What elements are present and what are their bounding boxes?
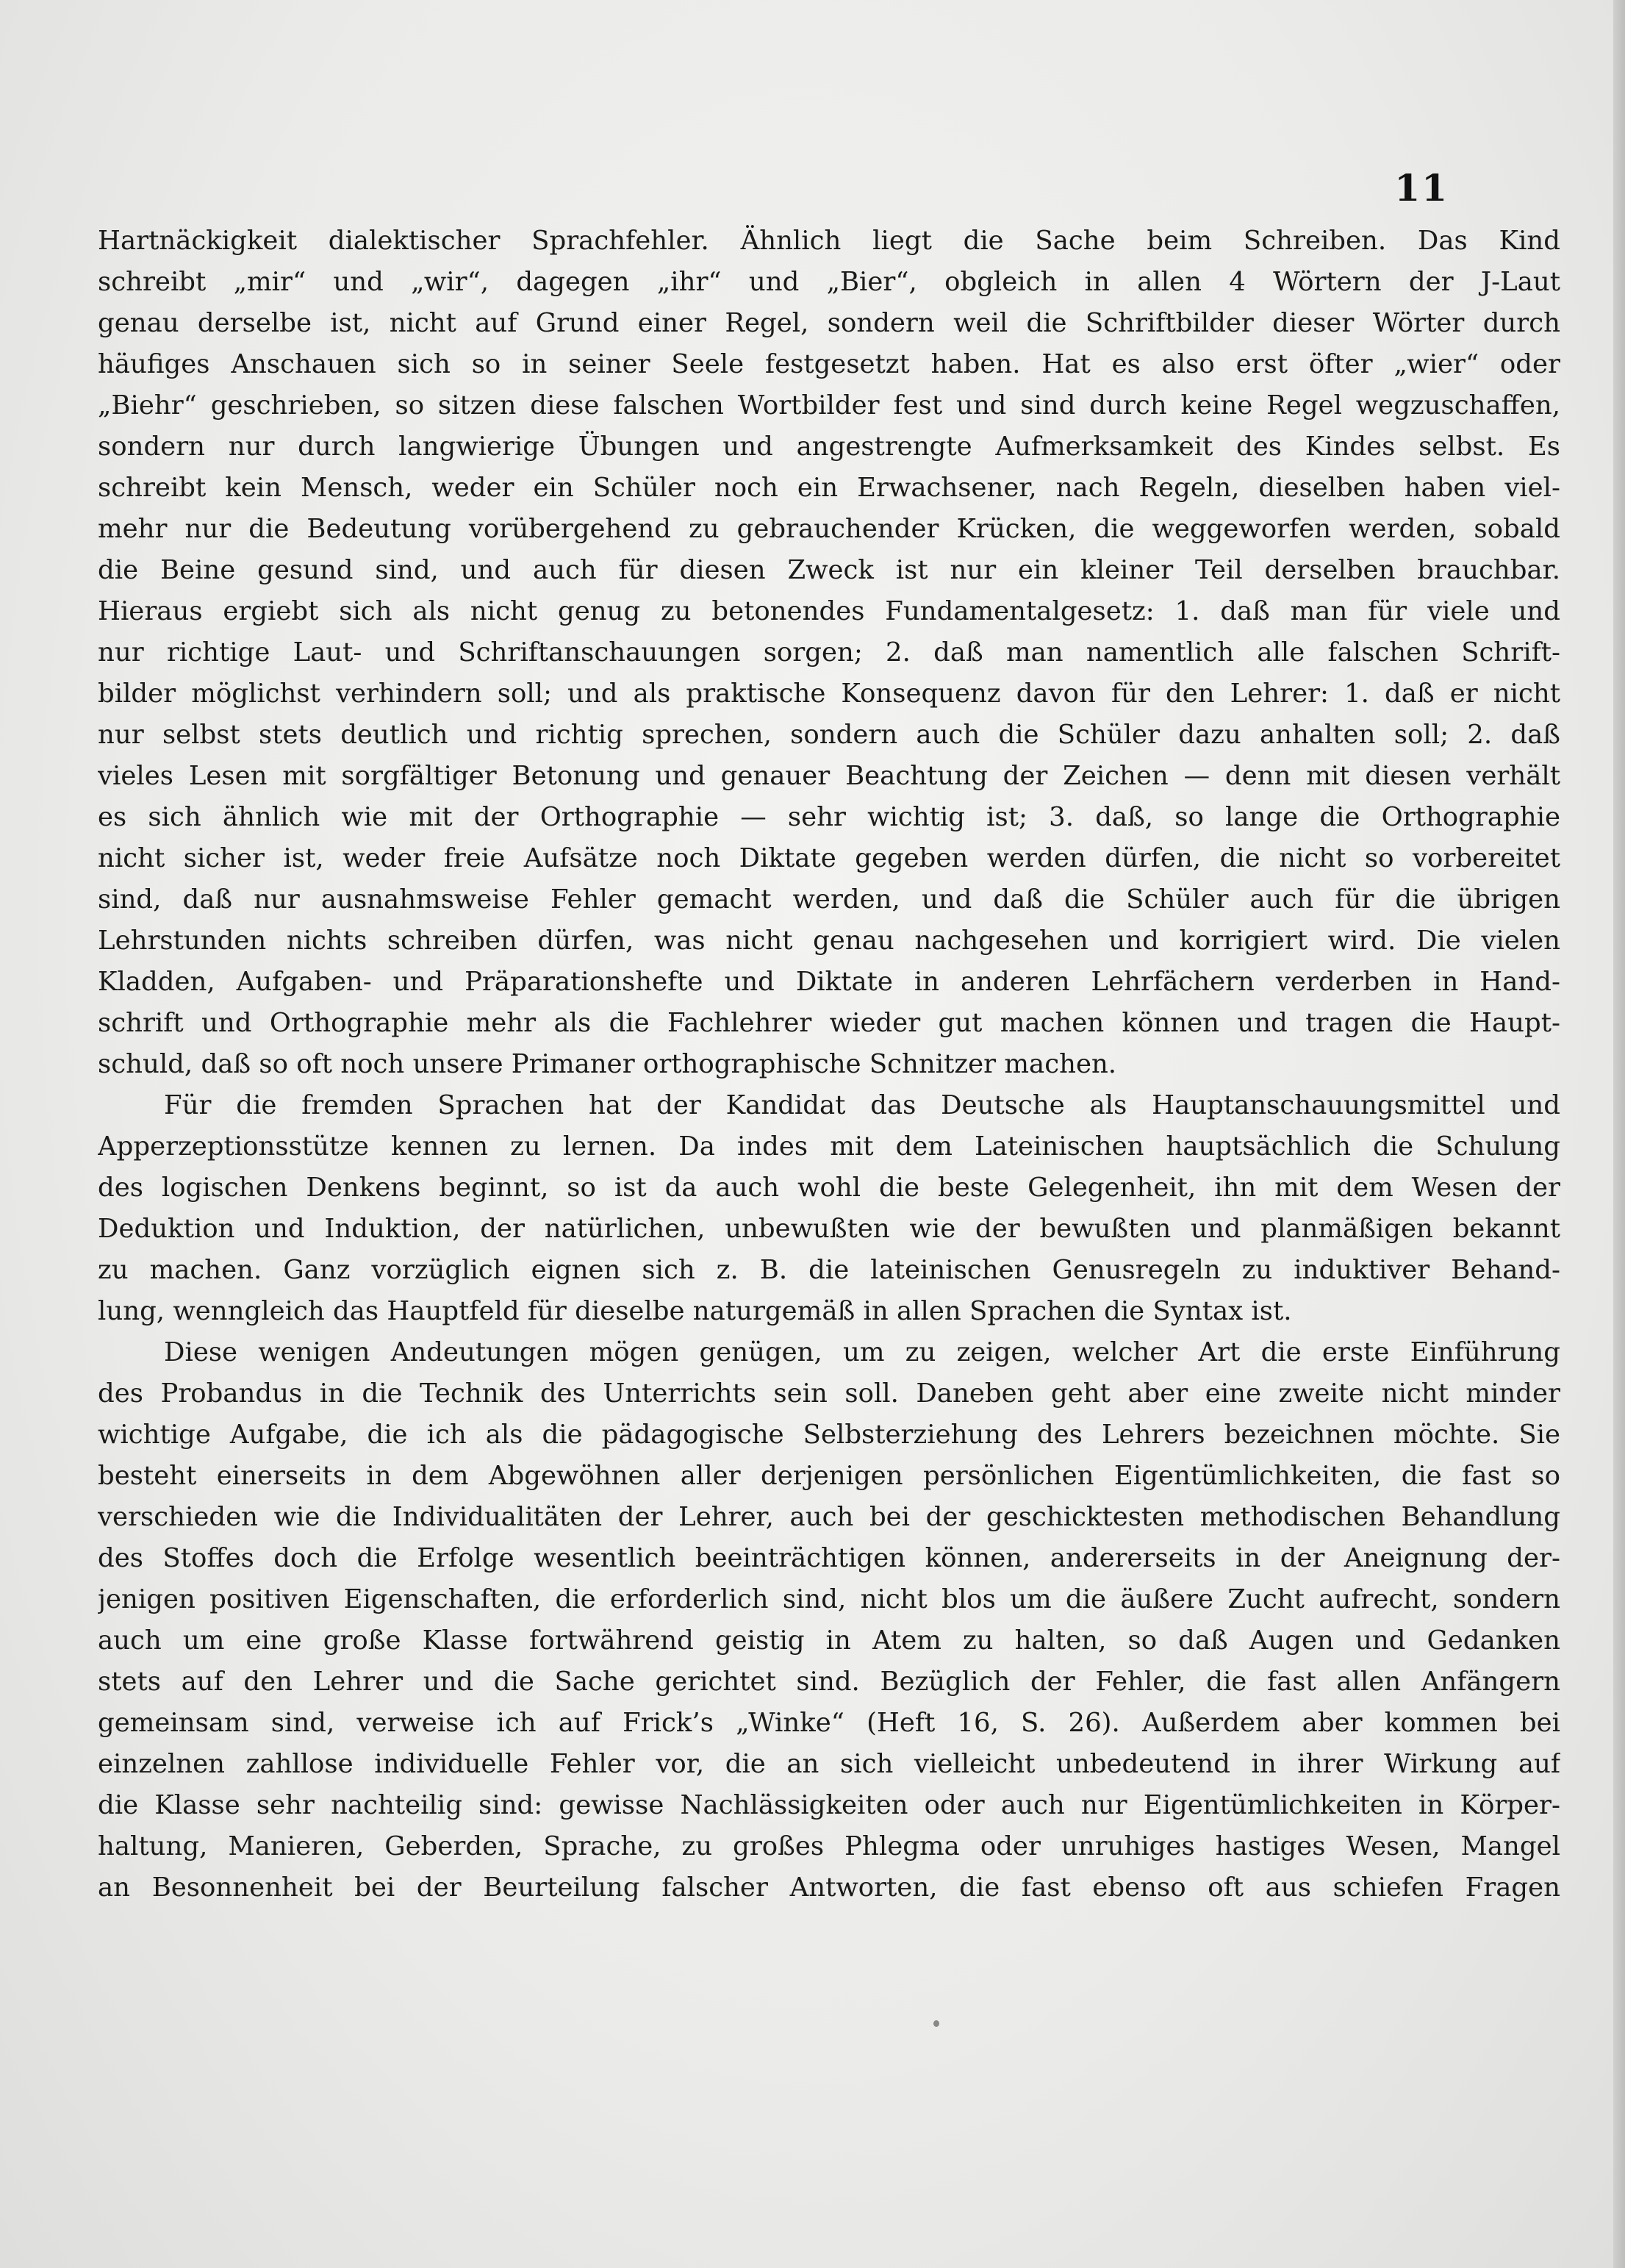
- text-line: verschieden wie die Individualitäten der Lehrer, auch bei der geschicktesten methodischen Behandlung: [98, 1502, 1560, 1532]
- text-line: Kladden, Aufgaben- und Präparationshefte und Diktate in anderen Lehrfächern verderben in Hand-: [98, 967, 1560, 997]
- text-line: wichtige Aufgabe, die ich als die pädagogische Selbsterziehung des Lehrers bezeichnen möchte. Sie: [98, 1420, 1560, 1450]
- text-line: schreibt kein Mensch, weder ein Schüler noch ein Erwachsener, nach Regeln, dieselben haben viel-: [98, 473, 1560, 503]
- text-line: die Beine gesund sind, und auch für diesen Zweck ist nur ein kleiner Teil derselben brauchbar.: [98, 555, 1560, 585]
- text-line: mehr nur die Bedeutung vorübergehend zu gebrauchender Krücken, die weggeworfen werden, sobald: [98, 514, 1560, 544]
- text-line: Apperzeptionsstütze kennen zu lernen. Da indes mit dem Lateinischen hauptsächlich die Schulung: [98, 1131, 1560, 1162]
- body-text: [98, 221, 1560, 1909]
- text-line: auch um eine große Klasse fortwährend geistig in Atem zu halten, so daß Augen und Gedanken: [98, 1625, 1560, 1656]
- text-line: sind, daß nur ausnahmsweise Fehler gemacht werden, und daß die Schüler auch für die übrigen: [98, 884, 1560, 915]
- page-edge: [1613, 0, 1625, 2268]
- text-line: an Besonnenheit bei der Beurteilung falscher Antworten, die fast ebenso oft aus schiefen Fragen: [98, 1872, 1560, 1903]
- text-line: nur richtige Laut- und Schriftanschauungen sorgen; 2. daß man namentlich alle falschen Schrift-: [98, 637, 1560, 668]
- text-line: bilder möglichst verhindern soll; und als praktische Konsequenz davon für den Lehrer: 1. daß er nicht: [98, 679, 1560, 709]
- text-line: des logischen Denkens beginnt, so ist da auch wohl die beste Gelegenheit, ihn mit dem Wesen der: [98, 1173, 1560, 1203]
- text-line: des Stoffes doch die Erfolge wesentlich beeinträchtigen können, andererseits in der Aneignung der-: [98, 1543, 1560, 1573]
- text-line: lung, wenngleich das Hauptfeld für dieselbe naturgemäß in allen Sprachen die Syntax ist.: [98, 1296, 1292, 1326]
- text-line: schuld, daß so oft noch unsere Primaner orthographische Schnitzer machen.: [98, 1049, 1117, 1079]
- text-line: schreibt „mir“ und „wir“, dagegen „ihr“ und „Bier“, obgleich in allen 4 Wörtern der J-Laut: [98, 267, 1560, 297]
- text-line: des Probandus in die Technik des Unterrichts sein soll. Daneben geht aber eine zweite nicht minder: [98, 1378, 1560, 1409]
- text-line: sondern nur durch langwierige Übungen und angestrengte Aufmerksamkeit des Kindes selbst. Es: [98, 432, 1560, 462]
- text-line: nur selbst stets deutlich und richtig sprechen, sondern auch die Schüler dazu anhalten soll; 2. daß: [98, 720, 1560, 750]
- text-line: Lehrstunden nichts schreiben dürfen, was nicht genau nachgesehen und korrigiert wird. Die vielen: [98, 926, 1560, 956]
- text-line: „Biehr“ geschrieben, so sitzen diese falschen Wortbilder fest und sind durch keine Regel wegzuschaffen,: [98, 390, 1560, 421]
- text-line: Deduktion und Induktion, der natürlichen, unbewußten wie der bewußten und planmäßigen bekannt: [98, 1214, 1560, 1244]
- text-line: Diese wenigen Andeutungen mögen genügen, um zu zeigen, welcher Art die erste Einführung: [164, 1337, 1560, 1367]
- text-line: genau derselbe ist, nicht auf Grund einer Regel, sondern weil die Schriftbilder dieser Wörter durch: [98, 308, 1560, 338]
- text-line: besteht einerseits in dem Abgewöhnen aller derjenigen persönlichen Eigentümlichkeiten, die fast so: [98, 1461, 1560, 1491]
- text-line: zu machen. Ganz vorzüglich eignen sich z. B. die lateinischen Genusregeln zu induktiver Behand-: [98, 1255, 1560, 1285]
- text-line: häufiges Anschauen sich so in seiner Seele festgesetzt haben. Hat es also erst öfter „wier“ oder: [98, 349, 1560, 379]
- text-line: jenigen positiven Eigenschaften, die erforderlich sind, nicht blos um die äußere Zucht aufrecht, sondern: [98, 1584, 1560, 1614]
- text-line: gemeinsam sind, verweise ich auf Frick’s „Winke“ (Heft 16, S. 26). Außerdem aber kommen bei: [98, 1708, 1560, 1738]
- text-line: stets auf den Lehrer und die Sache gerichtet sind. Bezüglich der Fehler, die fast allen Anfängern: [98, 1667, 1560, 1697]
- text-line: die Klasse sehr nachteilig sind: gewisse Nachlässigkeiten oder auch nur Eigentümlichkeiten in Körper-: [98, 1790, 1560, 1820]
- text-line: haltung, Manieren, Geberden, Sprache, zu großes Phlegma oder unruhiges hastiges Wesen, Mangel: [98, 1831, 1560, 1861]
- text-line: Hieraus ergiebt sich als nicht genug zu betonendes Fundamentalgesetz: 1. daß man für viele und: [98, 596, 1560, 626]
- text-line: vieles Lesen mit sorgfältiger Betonung und genauer Beachtung der Zeichen — denn mit diesen verhält: [98, 761, 1560, 791]
- text-line: Hartnäckigkeit dialektischer Sprachfehler. Ähnlich liegt die Sache beim Schreiben. Das Kind: [98, 226, 1560, 256]
- text-line: Für die fremden Sprachen hat der Kandidat das Deutsche als Hauptanschauungsmittel und: [164, 1090, 1560, 1120]
- paper-speck: [933, 2020, 939, 2027]
- text-line: einzelnen zahllose individuelle Fehler vor, die an sich vielleicht unbedeutend in ihrer Wirkung auf: [98, 1749, 1560, 1779]
- page-number: 11: [1394, 166, 1449, 210]
- text-line: es sich ähnlich wie mit der Orthographie — sehr wichtig ist; 3. daß, so lange die Orthographie: [98, 802, 1560, 832]
- text-line: schrift und Orthographie mehr als die Fachlehrer wieder gut machen können und tragen die Haupt-: [98, 1008, 1560, 1038]
- text-line: nicht sicher ist, weder freie Aufsätze noch Diktate gegeben werden dürfen, die nicht so vorbereitet: [98, 843, 1560, 873]
